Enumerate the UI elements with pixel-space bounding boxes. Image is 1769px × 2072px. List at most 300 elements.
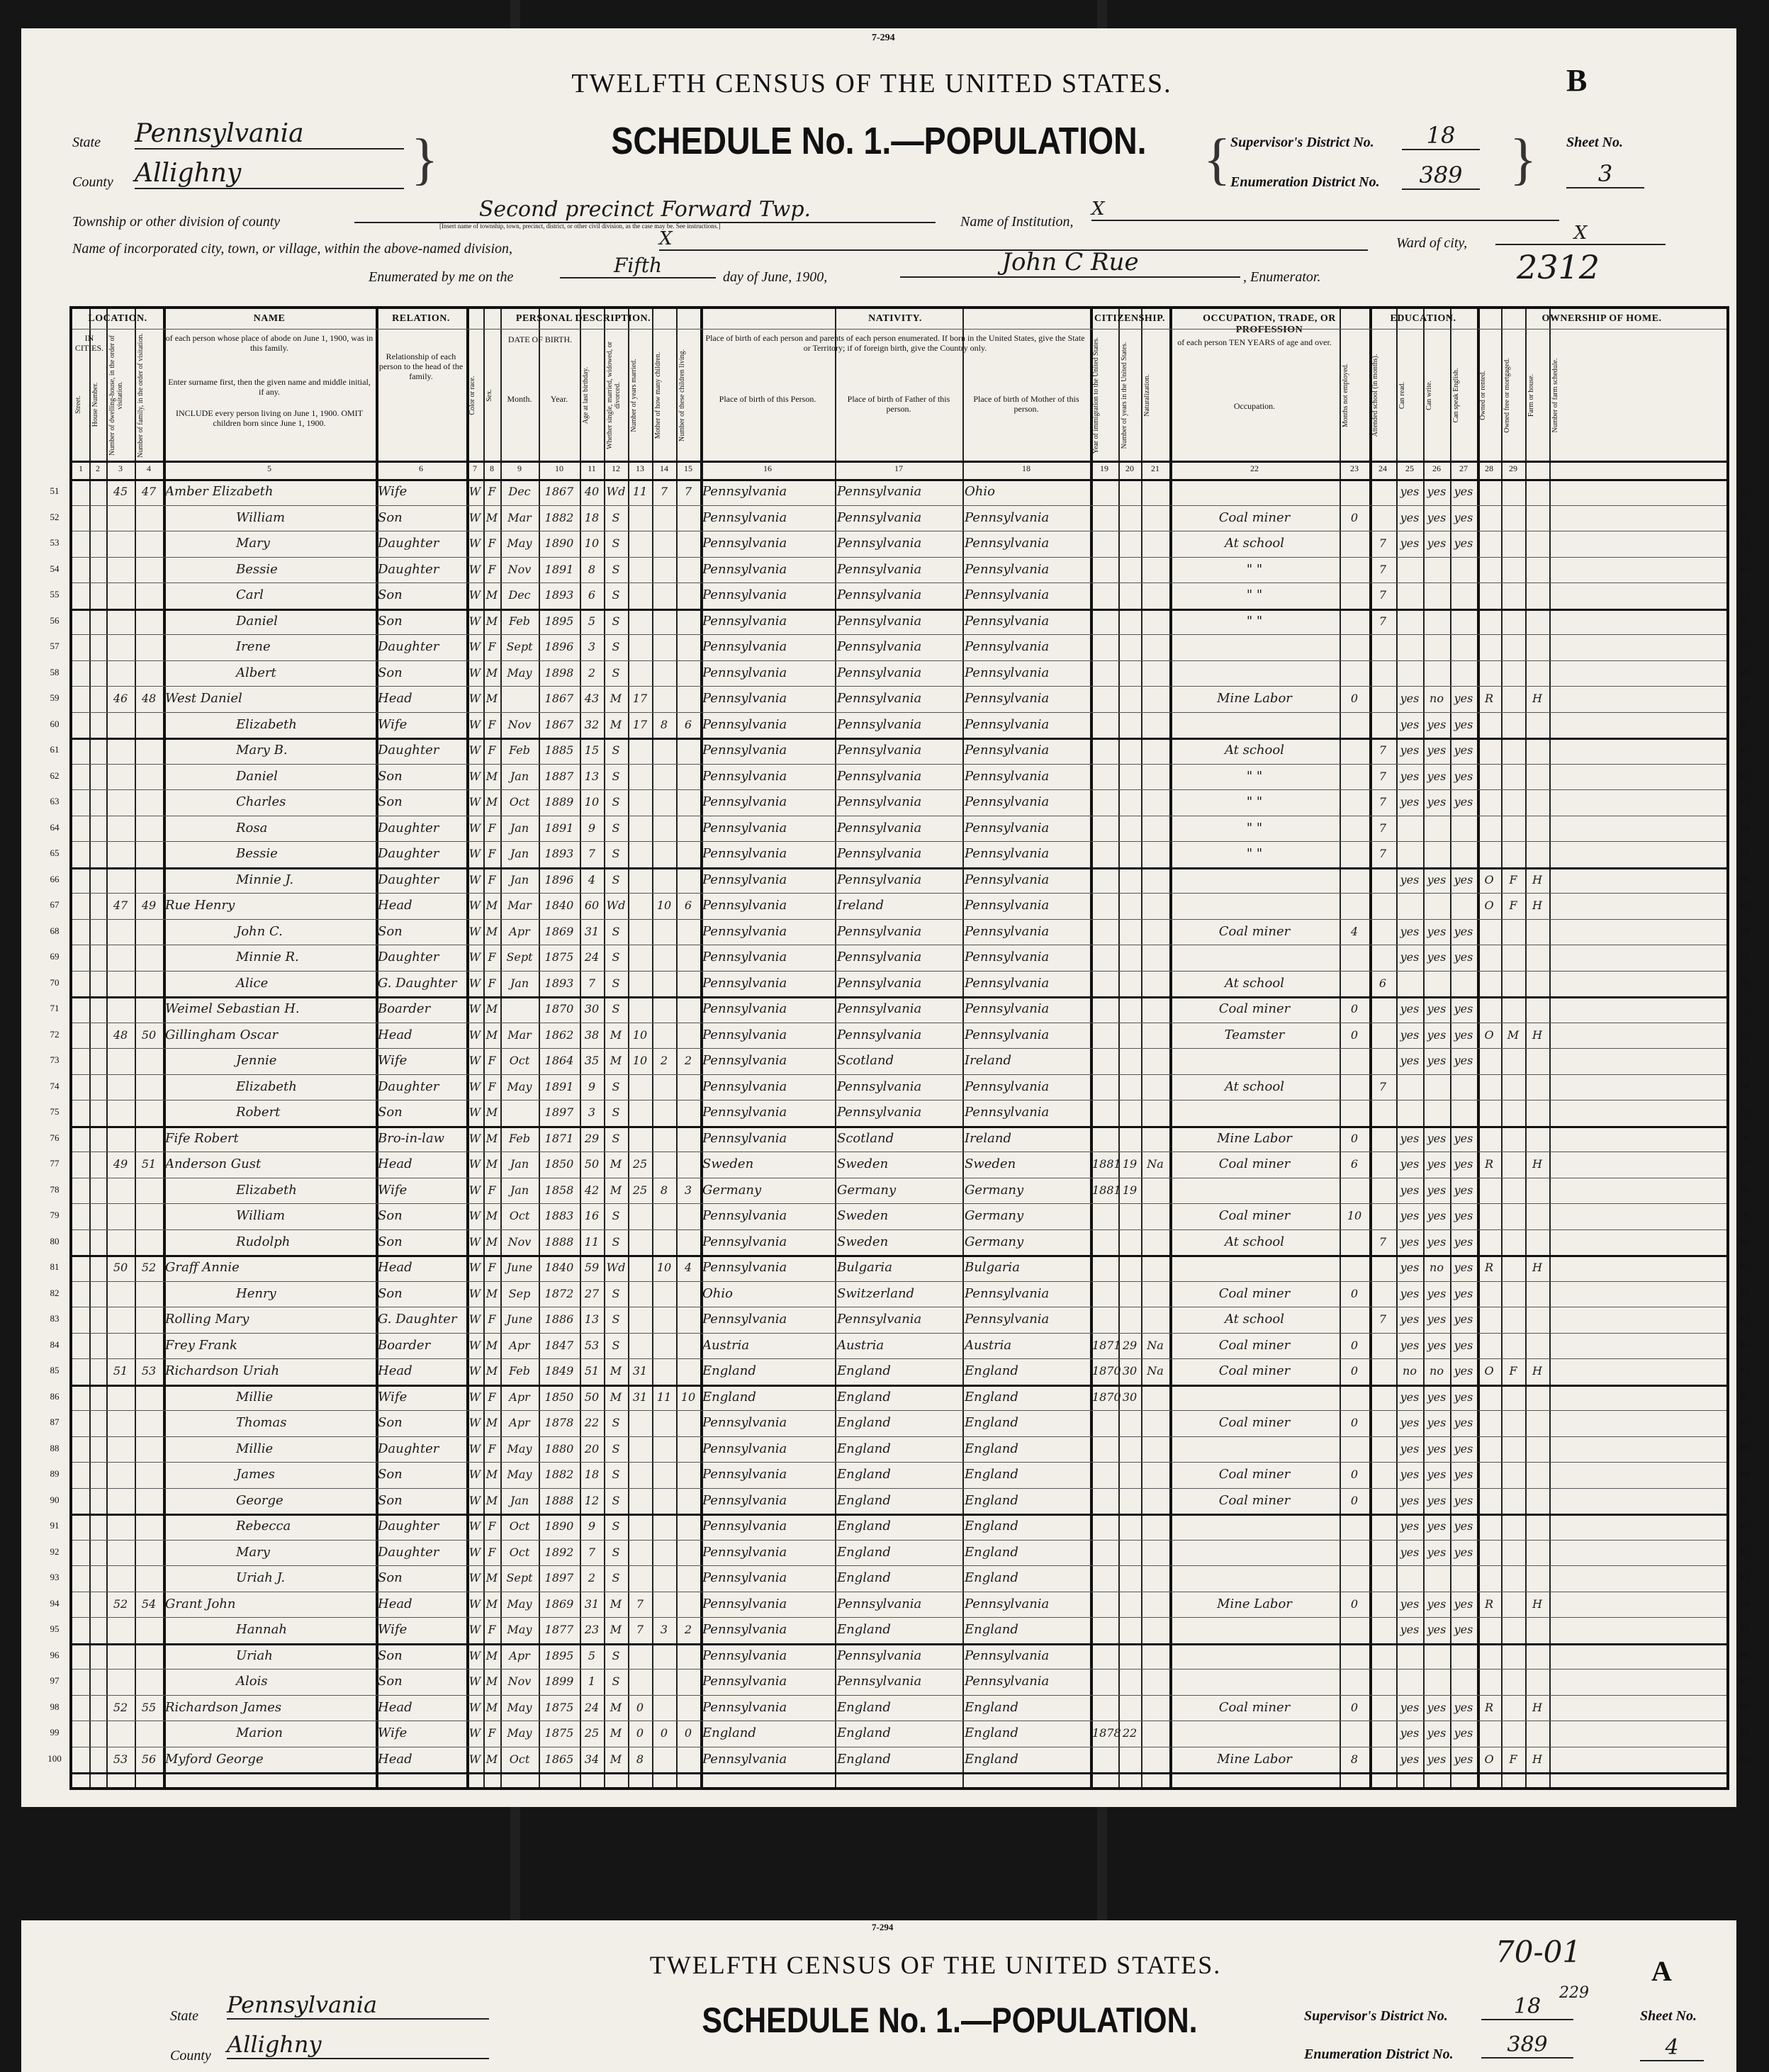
cell-name: Gillingham Oscar — [165, 1027, 279, 1042]
sheet-no-2: 4 — [1640, 2035, 1704, 2061]
cell-ch: 7 — [660, 485, 668, 498]
cell-yr: 1867 — [544, 692, 574, 705]
cell-col: W — [468, 485, 481, 498]
cell-rel: Daughter — [378, 743, 439, 758]
line-number: 81 — [1739, 1261, 1749, 1272]
stamp-2: 70-01 — [1495, 1935, 1582, 1969]
cell-sex: F — [488, 640, 496, 653]
cell-bp: Pennsylvania — [702, 872, 787, 887]
cell-bp: Pennsylvania — [702, 1234, 787, 1249]
cell-occ: " " — [1246, 561, 1263, 577]
subheader-family: Number of family, in the order of visitation. — [137, 333, 145, 458]
cell-fam: 51 — [141, 1157, 157, 1171]
line-number: 79 — [50, 1210, 60, 1220]
subheader-years_married: Number of years married. — [630, 359, 638, 432]
cell-mo: Jan — [510, 847, 529, 860]
cell-bf: Pennsylvania — [837, 536, 922, 551]
cell-bp: Pennsylvania — [702, 846, 787, 861]
cell-bm: England — [965, 1725, 1018, 1740]
column-number: 7 — [473, 463, 477, 473]
cell-name: Mary — [236, 1544, 270, 1560]
line-number: 74 — [1739, 1080, 1749, 1091]
cell-mar: S — [612, 1416, 620, 1429]
cell-yr: 1895 — [544, 614, 574, 628]
line-number: 66 — [1739, 873, 1749, 884]
line-number: 67 — [50, 899, 60, 910]
cell-sex: F — [488, 1183, 496, 1197]
cell-yr: 1864 — [544, 1054, 574, 1067]
township-note: [Insert name of township, town, precinct, district, or other civil division, as the case may be. See instructions.] — [439, 223, 721, 230]
cell-mo: May — [507, 1597, 532, 1611]
cell-sex: M — [485, 1493, 498, 1507]
cell-wr: yes — [1427, 717, 1447, 731]
cell-bp: Pennsylvania — [702, 1519, 787, 1533]
cell-fh: H — [1532, 1752, 1542, 1766]
cell-fh: H — [1532, 1027, 1542, 1042]
cell-mne: 0 — [1350, 1286, 1359, 1300]
cell-bf: Scotland — [837, 1053, 894, 1068]
cell-dw: 50 — [113, 1261, 128, 1274]
cell-rel: Daughter — [378, 1519, 439, 1533]
cell-col: W — [468, 717, 481, 731]
cell-sp: yes — [1454, 795, 1473, 809]
cell-mar: S — [612, 1468, 620, 1481]
cell-yu: 30 — [1122, 1364, 1138, 1378]
subheader-birth_father: Place of birth of Father of this person. — [847, 394, 950, 414]
line-number: 89 — [50, 1468, 60, 1479]
column-number: 11 — [588, 463, 596, 473]
line-number: 94 — [50, 1597, 60, 1609]
cell-nat: Na — [1147, 1157, 1164, 1171]
cell-bf: Pennsylvania — [837, 1001, 922, 1016]
cell-yu: 19 — [1122, 1183, 1138, 1197]
cell-bf: Pennsylvania — [837, 561, 922, 577]
row-rule — [72, 919, 1726, 920]
cell-occ: " " — [1246, 613, 1263, 629]
cell-mo: Oct — [509, 1752, 530, 1766]
cell-bf: England — [837, 1751, 891, 1767]
subheader-naturalization: Naturalization. — [1143, 374, 1151, 417]
cell-bm: England — [965, 1441, 1018, 1456]
line-number: 65 — [1739, 848, 1749, 858]
line-number: 59 — [1739, 692, 1749, 703]
cell-col: W — [468, 1597, 481, 1611]
cell-occ: At school — [1225, 1079, 1284, 1094]
cell-bp: Pennsylvania — [702, 923, 787, 939]
cell-sex: F — [488, 821, 496, 835]
line-number: 62 — [1739, 770, 1749, 781]
cell-ym: 7 — [636, 1623, 644, 1636]
cell-rel: Son — [378, 1105, 403, 1120]
row-rule — [72, 1333, 1726, 1334]
cell-col: W — [468, 1545, 481, 1559]
cell-name: Alois — [236, 1674, 268, 1689]
cell-ym: 25 — [632, 1157, 648, 1171]
row-rule — [72, 461, 1726, 463]
cell-rd: yes — [1400, 1752, 1420, 1766]
line-number: 67 — [1739, 899, 1749, 910]
cell-rd: yes — [1400, 1002, 1420, 1015]
line-number: 99 — [1739, 1727, 1749, 1738]
row-rule — [72, 557, 1726, 558]
cell-sex: F — [488, 1441, 496, 1456]
cell-cl: 2 — [684, 1623, 692, 1636]
cell-yi: 1878 — [1092, 1726, 1121, 1740]
cell-bm: Pennsylvania — [965, 1674, 1050, 1689]
cell-name: Mary — [236, 536, 270, 551]
column-number: 21 — [1151, 463, 1159, 473]
sup-no: 18 — [1402, 122, 1480, 150]
cell-age: 11 — [584, 1234, 600, 1249]
cell-mar: S — [612, 1209, 620, 1222]
cell-bf: England — [837, 1622, 891, 1637]
cell-bp: Pennsylvania — [702, 1699, 787, 1715]
cell-bp: Pennsylvania — [702, 768, 787, 784]
cell-sex: F — [488, 1545, 496, 1559]
row-rule — [72, 1488, 1726, 1489]
cell-rel: Son — [378, 1415, 403, 1430]
line-number: 78 — [1739, 1183, 1749, 1195]
cell-sp: yes — [1454, 1054, 1473, 1067]
cell-bf: England — [837, 1699, 891, 1715]
line-number: 88 — [50, 1442, 60, 1453]
cell-bf: Pennsylvania — [837, 794, 922, 809]
cell-name: Grant John — [165, 1596, 236, 1611]
cell-col: W — [468, 1027, 481, 1042]
cell-fm: F — [1509, 899, 1517, 912]
cell-mar: S — [612, 588, 620, 602]
cell-sp: yes — [1454, 1183, 1473, 1197]
cell-mo: May — [507, 1468, 532, 1481]
line-number: 60 — [1739, 718, 1749, 729]
cell-ym: 31 — [632, 1364, 648, 1378]
cell-yr: 1896 — [544, 640, 574, 653]
cell-col: W — [468, 1054, 481, 1067]
row-rule — [72, 1540, 1726, 1541]
cell-bf: Pennsylvania — [837, 1027, 922, 1042]
row-rule — [72, 1669, 1726, 1670]
cell-mo: Dec — [508, 485, 531, 498]
cell-bm: Pennsylvania — [965, 743, 1050, 758]
line-number: 98 — [50, 1701, 60, 1712]
cell-bm: Germany — [965, 1182, 1024, 1198]
cell-name: William — [236, 1208, 286, 1223]
line-number: 53 — [1739, 537, 1749, 548]
line-number: 77 — [1739, 1158, 1749, 1169]
cell-rel: Daughter — [378, 536, 439, 551]
cell-age: 3 — [588, 1105, 596, 1119]
cell-col: W — [468, 1338, 481, 1352]
cell-bf: Pennsylvania — [837, 923, 922, 939]
cell-sch: 7 — [1378, 795, 1387, 809]
cell-occ: " " — [1246, 846, 1263, 861]
cell-rel: Head — [378, 898, 412, 913]
cell-fh: H — [1532, 692, 1542, 705]
group-header: CITIZENSHIP. — [1094, 313, 1166, 324]
cell-bp: Pennsylvania — [702, 950, 787, 964]
cell-dw: 51 — [113, 1364, 128, 1378]
cell-bp: Pennsylvania — [702, 1441, 787, 1456]
line-number: 97 — [1739, 1675, 1749, 1686]
cell-yr: 1890 — [544, 536, 574, 550]
cell-name: Rosa — [236, 820, 268, 835]
enum-day: Fifth — [560, 254, 716, 278]
cell-bm: England — [965, 1519, 1018, 1533]
cell-bm: Pennsylvania — [965, 1285, 1050, 1301]
cell-mo: Apr — [509, 924, 530, 938]
cell-yr: 1877 — [544, 1623, 574, 1636]
cell-yi: 1870 — [1092, 1364, 1121, 1378]
cell-rd: yes — [1400, 1234, 1420, 1249]
cell-rel: Daughter — [378, 1441, 439, 1456]
cell-occ: Coal miner — [1218, 1699, 1291, 1715]
line-number: 71 — [50, 1003, 60, 1013]
cell-bm: England — [965, 1467, 1018, 1482]
subheader-color: Color or race. — [468, 376, 476, 415]
cell-mar: S — [612, 1105, 620, 1119]
cell-sex: F — [488, 1726, 496, 1740]
subheader-marital: Whether single, married, widowed, or divorced. — [606, 342, 622, 449]
county-field-2: Allighny — [227, 2031, 489, 2059]
cell-rel: Son — [378, 1234, 403, 1249]
cell-sex: F — [488, 976, 496, 990]
cell-sch: 7 — [1378, 821, 1387, 835]
cell-rd: yes — [1400, 1468, 1420, 1481]
column-number: 8 — [490, 463, 494, 473]
cell-sch: 7 — [1378, 536, 1387, 550]
stamp-number: 2312 — [1517, 248, 1600, 286]
column-number: 23 — [1350, 463, 1359, 473]
cell-rel: Head — [378, 1699, 412, 1715]
cell-sex: M — [485, 1597, 498, 1611]
cell-rel: Head — [378, 1156, 412, 1171]
cell-wr: yes — [1427, 1209, 1447, 1222]
cell-age: 43 — [584, 692, 600, 705]
cell-bm: England — [965, 1544, 1018, 1560]
cell-name: Daniel — [236, 613, 278, 629]
cell-wr: yes — [1427, 1752, 1447, 1766]
cell-bm: Pennsylvania — [965, 536, 1050, 551]
cell-wr: yes — [1427, 1700, 1447, 1714]
cell-wr: yes — [1427, 1183, 1447, 1197]
cell-mo: Apr — [509, 1390, 530, 1404]
cell-sex: F — [488, 717, 496, 731]
cell-mne: 0 — [1350, 692, 1359, 705]
cell-sp: yes — [1454, 1312, 1473, 1326]
cell-sp: yes — [1454, 1131, 1473, 1145]
county-label-2: County — [170, 2048, 211, 2063]
row-rule — [72, 893, 1726, 894]
line-number: 69 — [50, 951, 60, 962]
cell-cl: 0 — [684, 1726, 692, 1740]
cell-ym: 7 — [636, 1597, 644, 1611]
cell-occ: At school — [1225, 975, 1284, 991]
cell-sex: F — [488, 1054, 496, 1067]
cell-sch: 6 — [1378, 976, 1387, 990]
line-number: 57 — [50, 641, 60, 651]
cell-rd: yes — [1400, 1545, 1420, 1559]
cell-own: R — [1484, 1261, 1494, 1274]
cell-yu: 30 — [1122, 1390, 1138, 1404]
column-number: 5 — [267, 463, 271, 473]
cell-bp: Pennsylvania — [702, 587, 787, 602]
cell-mo: Mar — [507, 1027, 532, 1042]
cell-sex: F — [488, 562, 496, 576]
column-number: 20 — [1125, 463, 1134, 473]
cell-yi: 1870 — [1092, 1390, 1121, 1404]
line-number: 82 — [50, 1287, 60, 1298]
cell-sex: F — [488, 872, 496, 886]
cell-fm: F — [1509, 1752, 1517, 1766]
cell-mar: S — [612, 665, 620, 680]
cell-bm: Pennsylvania — [965, 1648, 1050, 1663]
cell-mne: 0 — [1350, 1364, 1359, 1378]
cell-cl: 4 — [684, 1261, 692, 1274]
line-number: 100 — [47, 1752, 62, 1764]
cell-sex: F — [488, 536, 496, 550]
cell-bm: Pennsylvania — [965, 898, 1050, 913]
cell-age: 12 — [584, 1493, 600, 1507]
line-number: 90 — [50, 1494, 60, 1505]
row-rule — [72, 686, 1726, 687]
cell-mo: Sept — [506, 640, 533, 653]
cell-wr: yes — [1427, 1312, 1447, 1326]
cell-sch: 7 — [1378, 769, 1387, 783]
line-number: 86 — [50, 1390, 60, 1402]
cell-mar: Wd — [606, 899, 626, 912]
cell-bm: Ireland — [965, 1130, 1011, 1146]
cell-col: W — [468, 1416, 481, 1429]
group-header: NAME — [253, 313, 286, 324]
subheader-in_cities: IN CITIES. — [74, 333, 104, 353]
line-number: 61 — [1739, 744, 1749, 755]
cell-occ: Coal miner — [1218, 1337, 1291, 1353]
cell-mar: S — [612, 795, 620, 809]
cell-ch: 8 — [660, 1183, 668, 1197]
cell-bp: Pennsylvania — [702, 1570, 787, 1585]
cell-bm: Pennsylvania — [965, 1312, 1050, 1327]
line-number: 66 — [50, 873, 60, 884]
line-number: 69 — [1739, 951, 1749, 962]
cell-mar: M — [610, 692, 622, 705]
line-number: 58 — [1739, 666, 1749, 677]
line-number: 56 — [1739, 614, 1749, 626]
cell-yr: 1887 — [544, 769, 574, 783]
cell-bp: Pennsylvania — [702, 1674, 787, 1689]
cell-name: George — [236, 1492, 283, 1508]
cell-name: Hannah — [236, 1622, 287, 1637]
cell-col: W — [468, 1131, 481, 1145]
cell-sch: 7 — [1378, 562, 1387, 576]
cell-name: Millie — [236, 1441, 274, 1456]
sheet-letter: B — [1566, 63, 1588, 98]
cell-age: 60 — [584, 899, 600, 912]
line-number: 75 — [50, 1106, 60, 1117]
subheader-can_speak: Can speak English. — [1452, 368, 1460, 423]
cell-sex: F — [488, 485, 496, 498]
cell-age: 4 — [588, 872, 596, 886]
cell-sex: M — [485, 1002, 498, 1015]
cell-col: W — [468, 588, 481, 602]
cell-bp: Pennsylvania — [702, 613, 787, 629]
state-field-2: Pennsylvania — [227, 1991, 489, 2020]
subheader-year_immig: Year of immigration to the United States. — [1092, 337, 1100, 454]
cell-col: W — [468, 1312, 481, 1326]
brace-sheet: } — [1510, 128, 1537, 191]
cell-bf: England — [837, 1363, 891, 1378]
cell-cl: 3 — [684, 1183, 692, 1197]
cell-mar: S — [612, 1079, 620, 1093]
line-number: 60 — [50, 718, 60, 729]
cell-mne: 0 — [1350, 1002, 1359, 1015]
schedule-title-2: SCHEDULE No. 1.—POPULATION. — [702, 2000, 1198, 2040]
cell-sp: yes — [1454, 1364, 1473, 1378]
cell-occ: Coal miner — [1218, 1285, 1291, 1301]
cell-yr: 1870 — [544, 1002, 574, 1015]
cell-mne: 10 — [1347, 1209, 1362, 1222]
cell-col: W — [468, 1726, 481, 1740]
row-rule — [72, 841, 1726, 842]
cell-name: Anderson Gust — [165, 1156, 262, 1171]
cell-rd: yes — [1400, 1338, 1420, 1352]
institution-field: X — [1091, 198, 1559, 221]
cell-sch: 7 — [1378, 847, 1387, 860]
column-number: 27 — [1459, 463, 1468, 473]
cell-bm: Ohio — [965, 484, 995, 499]
cell-mar: Wd — [606, 1261, 626, 1274]
cell-age: 9 — [588, 821, 596, 835]
cell-occ: At school — [1225, 536, 1284, 551]
cell-fm: F — [1509, 1364, 1517, 1378]
row-rule — [72, 582, 1726, 583]
cell-yu: 29 — [1122, 1338, 1138, 1352]
cell-name: Bessie — [236, 846, 278, 861]
cell-bm: Pennsylvania — [965, 820, 1050, 835]
cell-name: Rolling Mary — [165, 1312, 249, 1327]
cell-col: W — [468, 1468, 481, 1481]
cell-name: Daniel — [236, 768, 278, 784]
cell-bm: Pennsylvania — [965, 1079, 1050, 1094]
line-number: 74 — [50, 1080, 60, 1091]
cell-rd: no — [1403, 1364, 1417, 1378]
cell-rd: yes — [1400, 1700, 1420, 1714]
line-number: 97 — [50, 1675, 60, 1686]
cell-sp: yes — [1454, 1286, 1473, 1300]
cell-bm: Ireland — [965, 1053, 1011, 1068]
cell-sex: M — [485, 769, 498, 783]
cell-yr: 1891 — [544, 562, 574, 576]
sup-stamp-2: 229 — [1559, 1984, 1589, 2002]
cell-col: W — [468, 640, 481, 653]
cell-yi: 1881 — [1092, 1183, 1121, 1197]
line-number: 86 — [1739, 1390, 1749, 1402]
cell-bp: Pennsylvania — [702, 1415, 787, 1430]
cell-mar: M — [610, 1027, 622, 1042]
row-rule — [72, 479, 1726, 481]
cell-mar: M — [610, 1700, 622, 1714]
city-field: X — [659, 228, 1368, 251]
cell-bf: Pennsylvania — [837, 1674, 922, 1689]
cell-col: W — [468, 1157, 481, 1171]
cell-fh: H — [1532, 1364, 1542, 1378]
line-number: 82 — [1739, 1287, 1749, 1298]
cell-bf: Pennsylvania — [837, 691, 922, 706]
cell-occ: Coal miner — [1218, 923, 1291, 939]
cell-bf: Scotland — [837, 1130, 894, 1146]
cell-mo: Oct — [509, 1054, 530, 1067]
cell-mar: S — [612, 640, 620, 653]
line-number: 52 — [1739, 511, 1749, 522]
